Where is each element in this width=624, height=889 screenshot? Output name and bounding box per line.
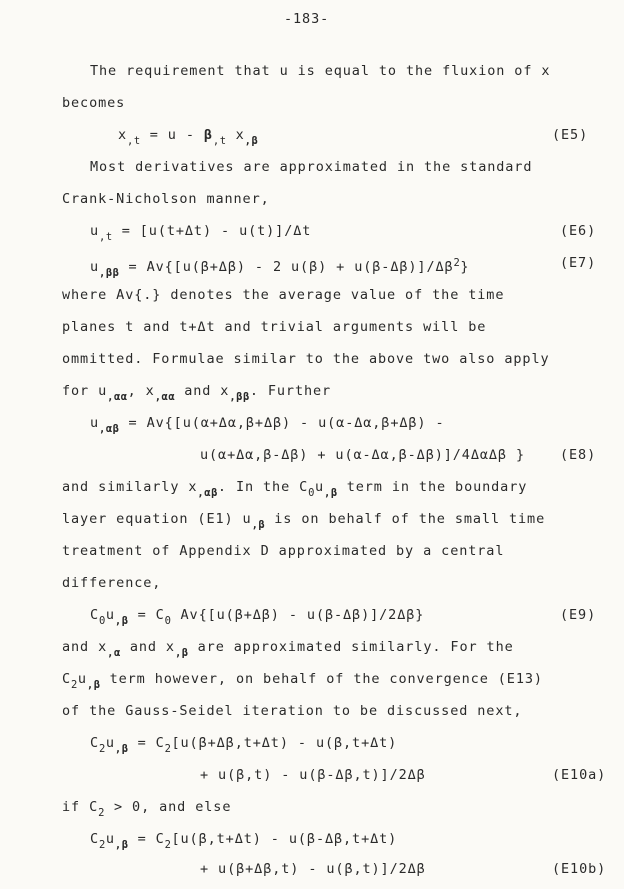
paragraph-line: difference, xyxy=(62,575,162,591)
paragraph-line: planes t and t+Δt and trivial arguments will be xyxy=(62,319,487,335)
equation-label: (E8) xyxy=(560,447,597,463)
equation-e10a-cont: + u(β,t) - u(β-Δβ,t)]/2Δβ xyxy=(200,767,426,783)
equation-e5: $x_{,t} = u - \beta_{,t}$ $x_{,\beta}$ xyxy=(118,127,259,147)
paragraph-line: treatment of Appendix D approximated by a central xyxy=(62,543,505,559)
paragraph-line: Most derivatives are approximated in the standard xyxy=(90,159,533,175)
equation-e10b-cont: + u(β+Δβ,t) - u(β,t)]/2Δβ xyxy=(200,861,426,877)
equation-label: (E10b) xyxy=(552,861,607,877)
equation-label: (E10a) xyxy=(552,767,607,783)
paragraph-line: becomes xyxy=(62,95,126,111)
equation-e10a: $C_2u_{,\beta} = C_2[u(\beta+\Delta\beta,t+\Delta t) - u(\beta,t+\Delta t)$ xyxy=(90,735,398,755)
equation-label: (E9) xyxy=(560,607,597,623)
paragraph-line: Crank-Nicholson manner, xyxy=(62,191,270,207)
equation-e8-cont: u(α+Δα,β-Δβ) + u(α-Δα,β-Δβ)]/4ΔαΔβ } xyxy=(200,447,525,463)
equation-e9: $C_0u_{,\beta} = C_0$ Av{[u(β+Δβ) - u(β-Δβ)]/2Δβ} xyxy=(90,607,425,627)
paragraph-line: if $C_2 > 0$, and else xyxy=(62,799,232,819)
paragraph-line: and similarly $x_{,\alpha\beta}$. In the $C_0u_{,\beta}$ term in the boundary xyxy=(62,479,528,499)
equation-e10b: $C_2u_{,\beta} = C_2[u(\beta,t+\Delta t) - u(\beta-\Delta\beta,t+\Delta t)$ xyxy=(90,831,398,851)
equation-e8: $u_{,\alpha\beta} = Av\{[u(\alpha+\Delta\alpha,\beta+\Delta\beta) - u(\alpha-\Delta\alpha,\beta+\Delta\beta)$ - xyxy=(90,415,445,435)
paragraph-line: ommitted. Formulae similar to the above two also apply xyxy=(62,351,550,367)
equation-e7: $u_{,\beta\beta} = Av\{[u(\beta+\Delta\beta) - 2$ $u(\beta) + u(\beta-\Delta\beta)]/\Delta\beta^2$} xyxy=(90,257,470,279)
paragraph-line: for $u_{,\alpha\alpha}$, $x_{,\alpha\alpha}$ and $x_{,\beta\beta}$. Further xyxy=(62,383,332,403)
paragraph-line: The requirement that u is equal to the fluxion of x xyxy=(90,63,551,79)
paragraph-line: layer equation (E1) $u_{,\beta}$ is on behalf of the small time xyxy=(62,511,546,531)
paragraph-line: and $x_{,\alpha}$ and $x_{,\beta}$ are approximated similarly. For the xyxy=(62,639,514,659)
page-number: -183- xyxy=(284,11,330,27)
equation-label: (E5) xyxy=(552,127,589,143)
paragraph-line: of the Gauss-Seidel iteration to be discussed next, xyxy=(62,703,523,719)
paragraph-line: where Av{.} denotes the average value of the time xyxy=(62,287,505,303)
paragraph-line: $C_2u_{,\beta}$ term however, on behalf of the convergence (E13) xyxy=(62,671,543,691)
equation-label: (E7) xyxy=(560,255,597,271)
equation-label: (E6) xyxy=(560,223,597,239)
equation-e6: $u_{,t} = [u(t+\Delta t) - u(t)]/\Delta t$ xyxy=(90,223,312,243)
